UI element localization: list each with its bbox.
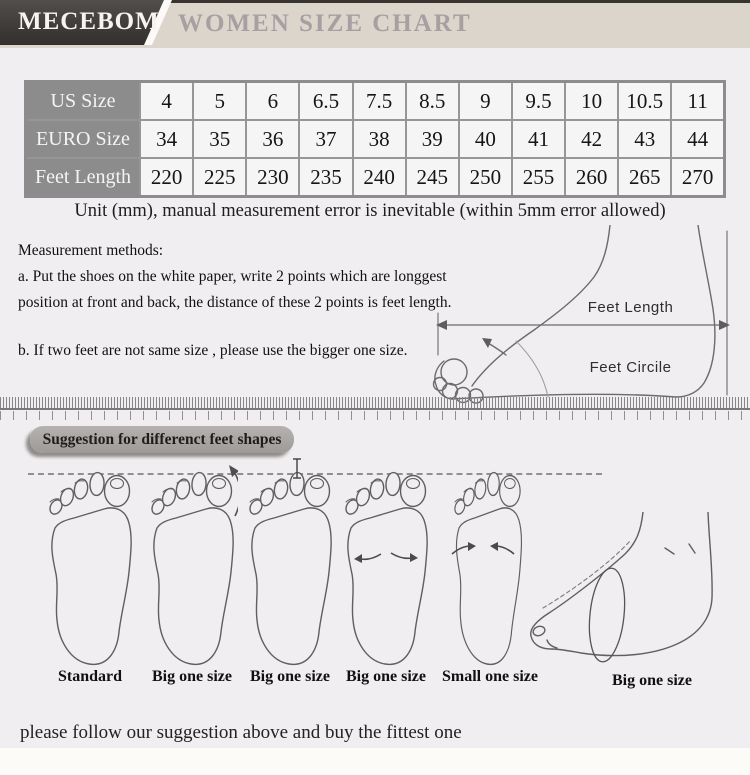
bunion-foot xyxy=(146,456,238,668)
row-header-us-size: US Size xyxy=(26,82,141,121)
table-row-us-size: US Size 4 5 6 6.5 7.5 8.5 9 9.5 10 10.5 11 xyxy=(26,82,725,121)
measurement-step-a-line2: position at front and back, the distance of these 2 points is feet length. xyxy=(18,294,452,311)
size-chart-table xyxy=(24,80,726,198)
suggestion-heading-pill: Suggestion for differenct feet shapes xyxy=(30,426,294,453)
high-instep-foot xyxy=(525,512,730,664)
feet-circle-label: Feet Circile xyxy=(589,359,672,376)
ruler-fine-ticks xyxy=(0,397,750,410)
bottom-white-band xyxy=(0,748,750,775)
page-title: WOMEN SIZE CHART xyxy=(178,10,472,37)
foot-label-high-instep: Big one size xyxy=(612,672,692,689)
table-row-euro-size: EURO Size 34 35 36 37 38 39 40 41 42 43 44 xyxy=(26,120,725,158)
footer-note: please follow our suggestion above and buy the fittest one xyxy=(20,722,462,743)
brand-name: MECEBOM xyxy=(18,8,160,35)
table-row-feet-length: Feet Length 220 225 230 235 240 245 250 255 260 265 270 xyxy=(26,158,725,197)
unit-note: Unit (mm), manual measurement error is inevitable (within 5mm error allowed) xyxy=(74,201,666,221)
measurement-step-b: b. If two feet are not same size , please use the bigger one size. xyxy=(18,342,408,359)
ruler-coarse-ticks xyxy=(0,411,750,420)
wide-foot xyxy=(340,456,432,668)
row-header-feet-length: Feet Length xyxy=(26,158,141,197)
long-second-toe-foot xyxy=(244,456,336,668)
measurement-step-a-line1: a. Put the shoes on the white paper, write 2 points which are longgest xyxy=(18,268,447,285)
foot-label-narrow: Small one size xyxy=(442,668,538,685)
foot-label-bunion: Big one size xyxy=(152,668,232,685)
header-strip xyxy=(0,3,750,48)
row-header-euro-size: EURO Size xyxy=(26,120,141,158)
foot-label-wide: Big one size xyxy=(346,668,426,685)
measurement-heading: Measurement methods: xyxy=(18,242,164,259)
ruler xyxy=(0,397,750,420)
feet-length-label: Feet Length xyxy=(587,299,674,316)
foot-measure-diagram xyxy=(430,225,742,405)
narrow-foot xyxy=(440,456,532,668)
standard-foot xyxy=(44,456,136,668)
foot-label-standard: Standard xyxy=(57,668,123,685)
foot-label-long-second-toe: Big one size xyxy=(250,668,330,685)
